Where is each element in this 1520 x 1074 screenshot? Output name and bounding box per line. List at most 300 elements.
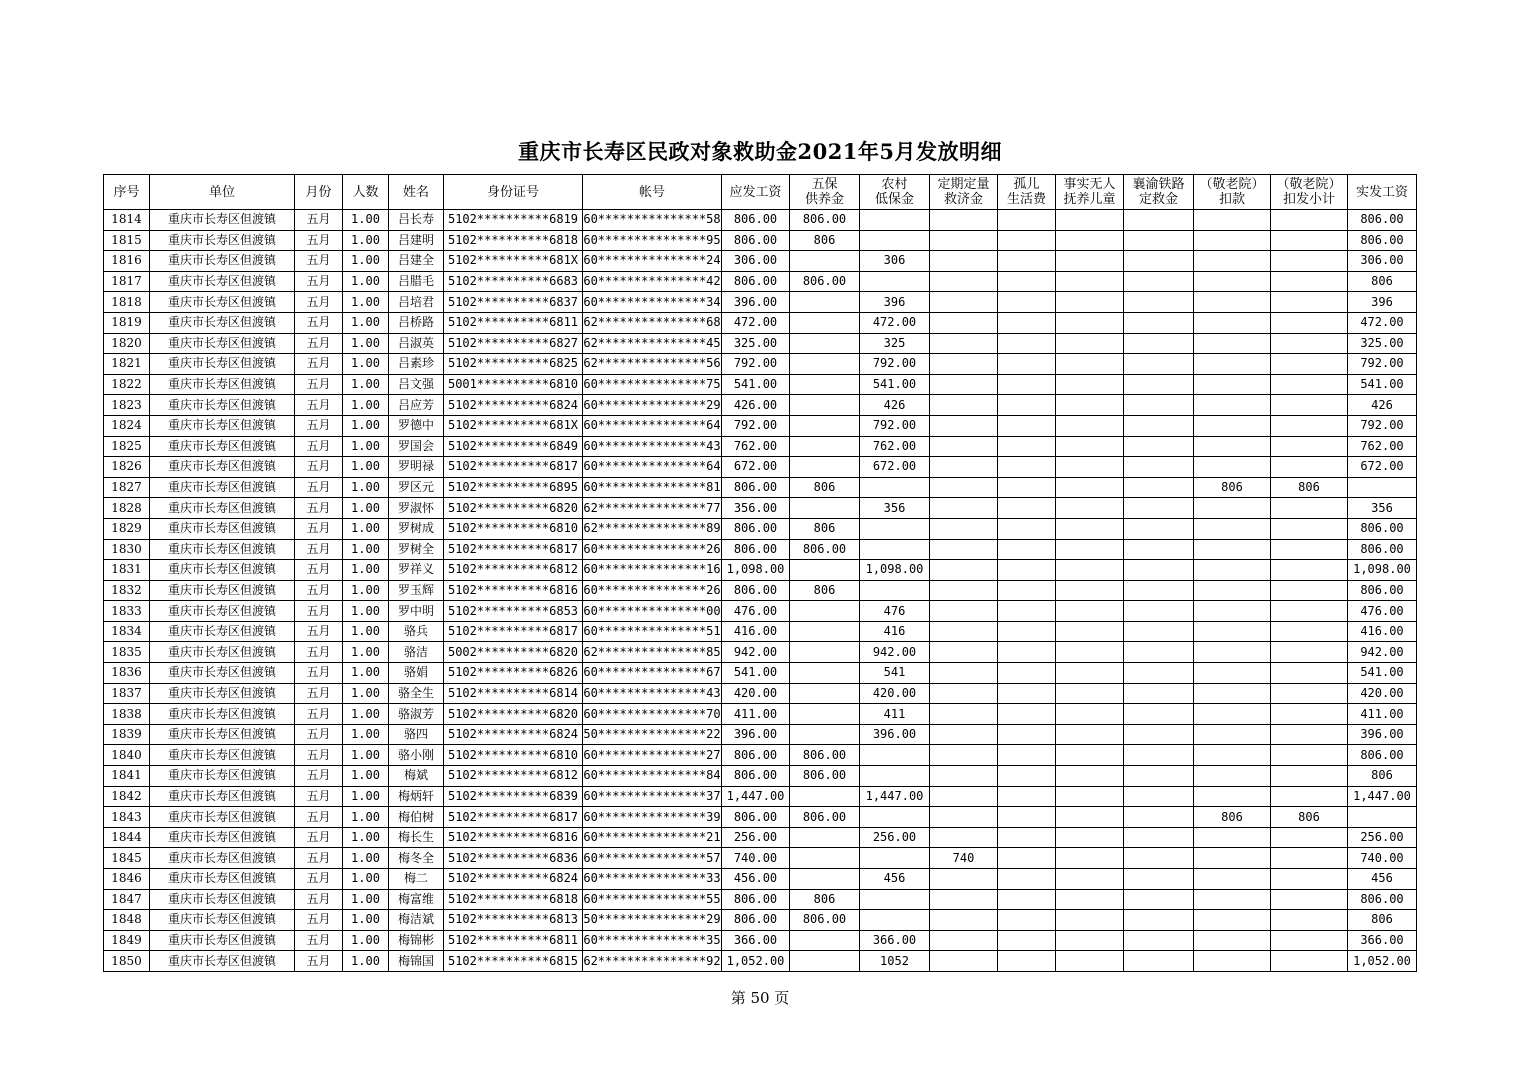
header-col-nursing-deduction: （敬老院） 扣款 bbox=[1194, 175, 1271, 210]
cell-col-railway-relief bbox=[1124, 745, 1194, 766]
cell-col-unit: 重庆市长寿区但渡镇 bbox=[150, 560, 295, 581]
cell-col-unsupported-children bbox=[1056, 807, 1124, 828]
cell-col-nursing-subtotal bbox=[1271, 560, 1348, 581]
cell-col-index: 1816 bbox=[104, 251, 150, 272]
cell-col-unit: 重庆市长寿区但渡镇 bbox=[150, 230, 295, 251]
cell-col-index: 1847 bbox=[104, 889, 150, 910]
cell-col-count: 1.00 bbox=[343, 745, 389, 766]
cell-col-rural-subsistence bbox=[860, 580, 930, 601]
cell-col-actual-paid: 476.00 bbox=[1348, 601, 1417, 622]
cell-col-payable: 806.00 bbox=[722, 539, 790, 560]
cell-col-index: 1818 bbox=[104, 292, 150, 313]
cell-col-five-guarantee bbox=[790, 930, 860, 951]
cell-col-count: 1.00 bbox=[343, 807, 389, 828]
cell-col-nursing-subtotal bbox=[1271, 786, 1348, 807]
cell-col-count: 1.00 bbox=[343, 539, 389, 560]
cell-col-actual-paid: 396 bbox=[1348, 292, 1417, 313]
cell-col-unsupported-children bbox=[1056, 498, 1124, 519]
cell-col-railway-relief bbox=[1124, 869, 1194, 890]
cell-col-count: 1.00 bbox=[343, 601, 389, 622]
cell-col-nursing-deduction bbox=[1194, 539, 1271, 560]
cell-col-month: 五月 bbox=[295, 827, 343, 848]
cell-col-regular-relief bbox=[930, 251, 998, 272]
cell-col-month: 五月 bbox=[295, 251, 343, 272]
cell-col-nursing-deduction bbox=[1194, 518, 1271, 539]
cell-col-unit: 重庆市长寿区但渡镇 bbox=[150, 518, 295, 539]
cell-col-regular-relief bbox=[930, 292, 998, 313]
cell-col-nursing-deduction bbox=[1194, 683, 1271, 704]
cell-col-regular-relief bbox=[930, 951, 998, 972]
cell-col-nursing-deduction: 806 bbox=[1194, 477, 1271, 498]
header-col-account: 帐号 bbox=[583, 175, 722, 210]
cell-col-id-number: 5102**********6811 bbox=[444, 930, 583, 951]
cell-col-id-number: 5102**********681X bbox=[444, 415, 583, 436]
cell-col-nursing-subtotal bbox=[1271, 910, 1348, 931]
cell-col-actual-paid: 792.00 bbox=[1348, 415, 1417, 436]
header-col-payable: 应发工资 bbox=[722, 175, 790, 210]
cell-col-payable: 806.00 bbox=[722, 910, 790, 931]
cell-col-orphan-living bbox=[998, 621, 1056, 642]
cell-col-nursing-subtotal bbox=[1271, 436, 1348, 457]
cell-col-index: 1842 bbox=[104, 786, 150, 807]
table-row bbox=[104, 477, 1417, 498]
cell-col-unit: 重庆市长寿区但渡镇 bbox=[150, 663, 295, 684]
cell-col-regular-relief bbox=[930, 724, 998, 745]
cell-col-count: 1.00 bbox=[343, 498, 389, 519]
cell-col-regular-relief bbox=[930, 663, 998, 684]
table-row bbox=[104, 395, 1417, 416]
cell-col-unsupported-children bbox=[1056, 704, 1124, 725]
cell-col-actual-paid: 806.00 bbox=[1348, 210, 1417, 231]
table-row bbox=[104, 745, 1417, 766]
cell-col-unit: 重庆市长寿区但渡镇 bbox=[150, 930, 295, 951]
cell-col-five-guarantee: 806.00 bbox=[790, 766, 860, 787]
header-col-railway-relief: 襄渝铁路 定救金 bbox=[1124, 175, 1194, 210]
cell-col-railway-relief bbox=[1124, 230, 1194, 251]
cell-col-month: 五月 bbox=[295, 724, 343, 745]
cell-col-railway-relief bbox=[1124, 457, 1194, 478]
cell-col-orphan-living bbox=[998, 930, 1056, 951]
cell-col-orphan-living bbox=[998, 333, 1056, 354]
cell-col-unit: 重庆市长寿区但渡镇 bbox=[150, 395, 295, 416]
cell-col-regular-relief bbox=[930, 560, 998, 581]
cell-col-month: 五月 bbox=[295, 518, 343, 539]
cell-col-month: 五月 bbox=[295, 271, 343, 292]
cell-col-account: 60***************29 bbox=[583, 395, 722, 416]
cell-col-unsupported-children bbox=[1056, 457, 1124, 478]
cell-col-nursing-deduction bbox=[1194, 457, 1271, 478]
cell-col-account: 50***************29 bbox=[583, 910, 722, 931]
cell-col-account: 60***************27 bbox=[583, 745, 722, 766]
table-header bbox=[104, 175, 1417, 210]
cell-col-unit: 重庆市长寿区但渡镇 bbox=[150, 580, 295, 601]
cell-col-rural-subsistence: 792.00 bbox=[860, 415, 930, 436]
cell-col-id-number: 5102**********6817 bbox=[444, 621, 583, 642]
cell-col-name: 吕素珍 bbox=[389, 354, 444, 375]
cell-col-unit: 重庆市长寿区但渡镇 bbox=[150, 745, 295, 766]
cell-col-name: 梅富维 bbox=[389, 889, 444, 910]
cell-col-orphan-living bbox=[998, 354, 1056, 375]
cell-col-name: 罗树成 bbox=[389, 518, 444, 539]
cell-col-id-number: 5102**********6813 bbox=[444, 910, 583, 931]
cell-col-index: 1844 bbox=[104, 827, 150, 848]
cell-col-payable: 456.00 bbox=[722, 869, 790, 890]
cell-col-regular-relief bbox=[930, 518, 998, 539]
cell-col-nursing-subtotal bbox=[1271, 457, 1348, 478]
cell-col-index: 1825 bbox=[104, 436, 150, 457]
cell-col-five-guarantee bbox=[790, 683, 860, 704]
cell-col-five-guarantee bbox=[790, 498, 860, 519]
cell-col-month: 五月 bbox=[295, 786, 343, 807]
table-row bbox=[104, 230, 1417, 251]
cell-col-month: 五月 bbox=[295, 745, 343, 766]
table-row bbox=[104, 621, 1417, 642]
cell-col-id-number: 5102**********6824 bbox=[444, 724, 583, 745]
cell-col-payable: 306.00 bbox=[722, 251, 790, 272]
cell-col-unsupported-children bbox=[1056, 601, 1124, 622]
cell-col-regular-relief bbox=[930, 539, 998, 560]
cell-col-account: 60***************84 bbox=[583, 766, 722, 787]
cell-col-nursing-subtotal bbox=[1271, 642, 1348, 663]
cell-col-unsupported-children bbox=[1056, 251, 1124, 272]
cell-col-name: 骆兵 bbox=[389, 621, 444, 642]
cell-col-payable: 411.00 bbox=[722, 704, 790, 725]
cell-col-nursing-deduction bbox=[1194, 230, 1271, 251]
cell-col-month: 五月 bbox=[295, 869, 343, 890]
cell-col-nursing-subtotal bbox=[1271, 415, 1348, 436]
cell-col-index: 1838 bbox=[104, 704, 150, 725]
cell-col-five-guarantee: 806.00 bbox=[790, 910, 860, 931]
cell-col-id-number: 5102**********6827 bbox=[444, 333, 583, 354]
cell-col-railway-relief bbox=[1124, 354, 1194, 375]
table-row bbox=[104, 436, 1417, 457]
cell-col-index: 1821 bbox=[104, 354, 150, 375]
table-row bbox=[104, 663, 1417, 684]
cell-col-count: 1.00 bbox=[343, 642, 389, 663]
cell-col-unsupported-children bbox=[1056, 827, 1124, 848]
cell-col-unit: 重庆市长寿区但渡镇 bbox=[150, 477, 295, 498]
cell-col-five-guarantee bbox=[790, 560, 860, 581]
cell-col-regular-relief bbox=[930, 477, 998, 498]
cell-col-id-number: 5001**********6810 bbox=[444, 374, 583, 395]
cell-col-unit: 重庆市长寿区但渡镇 bbox=[150, 354, 295, 375]
header-col-orphan-living: 孤儿 生活费 bbox=[998, 175, 1056, 210]
cell-col-month: 五月 bbox=[295, 601, 343, 622]
cell-col-rural-subsistence bbox=[860, 539, 930, 560]
cell-col-nursing-deduction bbox=[1194, 210, 1271, 231]
cell-col-rural-subsistence bbox=[860, 889, 930, 910]
cell-col-payable: 420.00 bbox=[722, 683, 790, 704]
cell-col-railway-relief bbox=[1124, 518, 1194, 539]
cell-col-regular-relief bbox=[930, 374, 998, 395]
cell-col-index: 1815 bbox=[104, 230, 150, 251]
cell-col-unit: 重庆市长寿区但渡镇 bbox=[150, 539, 295, 560]
table-row bbox=[104, 312, 1417, 333]
cell-col-count: 1.00 bbox=[343, 395, 389, 416]
cell-col-nursing-deduction bbox=[1194, 951, 1271, 972]
cell-col-unit: 重庆市长寿区但渡镇 bbox=[150, 498, 295, 519]
cell-col-railway-relief bbox=[1124, 704, 1194, 725]
cell-col-regular-relief bbox=[930, 704, 998, 725]
cell-col-nursing-deduction bbox=[1194, 601, 1271, 622]
cell-col-id-number: 5102**********6837 bbox=[444, 292, 583, 313]
cell-col-index: 1846 bbox=[104, 869, 150, 890]
cell-col-account: 60***************64 bbox=[583, 415, 722, 436]
cell-col-payable: 806.00 bbox=[722, 580, 790, 601]
cell-col-id-number: 5002**********6820 bbox=[444, 642, 583, 663]
cell-col-rural-subsistence: 325 bbox=[860, 333, 930, 354]
cell-col-account: 60***************34 bbox=[583, 292, 722, 313]
cell-col-railway-relief bbox=[1124, 786, 1194, 807]
cell-col-unsupported-children bbox=[1056, 415, 1124, 436]
cell-col-unsupported-children bbox=[1056, 518, 1124, 539]
cell-col-payable: 396.00 bbox=[722, 724, 790, 745]
cell-col-five-guarantee bbox=[790, 374, 860, 395]
cell-col-nursing-subtotal bbox=[1271, 663, 1348, 684]
cell-col-payable: 762.00 bbox=[722, 436, 790, 457]
cell-col-orphan-living bbox=[998, 642, 1056, 663]
cell-col-railway-relief bbox=[1124, 415, 1194, 436]
cell-col-unsupported-children bbox=[1056, 930, 1124, 951]
cell-col-count: 1.00 bbox=[343, 312, 389, 333]
cell-col-orphan-living bbox=[998, 498, 1056, 519]
cell-col-actual-paid: 456 bbox=[1348, 869, 1417, 890]
cell-col-five-guarantee bbox=[790, 827, 860, 848]
cell-col-payable: 541.00 bbox=[722, 663, 790, 684]
cell-col-nursing-subtotal bbox=[1271, 601, 1348, 622]
table-row bbox=[104, 518, 1417, 539]
cell-col-five-guarantee bbox=[790, 621, 860, 642]
cell-col-account: 60***************37 bbox=[583, 786, 722, 807]
cell-col-rural-subsistence bbox=[860, 271, 930, 292]
header-col-five-guarantee: 五保 供养金 bbox=[790, 175, 860, 210]
cell-col-account: 60***************55 bbox=[583, 889, 722, 910]
cell-col-unsupported-children bbox=[1056, 374, 1124, 395]
cell-col-railway-relief bbox=[1124, 889, 1194, 910]
cell-col-orphan-living bbox=[998, 869, 1056, 890]
cell-col-nursing-deduction bbox=[1194, 621, 1271, 642]
cell-col-five-guarantee bbox=[790, 724, 860, 745]
header-col-nursing-subtotal: （敬老院） 扣发小计 bbox=[1271, 175, 1348, 210]
cell-col-name: 梅斌 bbox=[389, 766, 444, 787]
cell-col-nursing-deduction bbox=[1194, 580, 1271, 601]
cell-col-unit: 重庆市长寿区但渡镇 bbox=[150, 848, 295, 869]
cell-col-payable: 792.00 bbox=[722, 354, 790, 375]
cell-col-count: 1.00 bbox=[343, 889, 389, 910]
cell-col-five-guarantee bbox=[790, 642, 860, 663]
cell-col-month: 五月 bbox=[295, 663, 343, 684]
cell-col-index: 1834 bbox=[104, 621, 150, 642]
cell-col-unit: 重庆市长寿区但渡镇 bbox=[150, 292, 295, 313]
cell-col-orphan-living bbox=[998, 910, 1056, 931]
cell-col-actual-paid: 1,052.00 bbox=[1348, 951, 1417, 972]
cell-col-id-number: 5102**********6816 bbox=[444, 827, 583, 848]
cell-col-count: 1.00 bbox=[343, 374, 389, 395]
cell-col-orphan-living bbox=[998, 230, 1056, 251]
cell-col-railway-relief bbox=[1124, 560, 1194, 581]
cell-col-railway-relief bbox=[1124, 539, 1194, 560]
cell-col-rural-subsistence bbox=[860, 766, 930, 787]
cell-col-railway-relief bbox=[1124, 271, 1194, 292]
cell-col-railway-relief bbox=[1124, 663, 1194, 684]
cell-col-railway-relief bbox=[1124, 312, 1194, 333]
table-row bbox=[104, 786, 1417, 807]
cell-col-unit: 重庆市长寿区但渡镇 bbox=[150, 683, 295, 704]
cell-col-railway-relief bbox=[1124, 601, 1194, 622]
cell-col-month: 五月 bbox=[295, 930, 343, 951]
cell-col-payable: 366.00 bbox=[722, 930, 790, 951]
cell-col-payable: 806.00 bbox=[722, 271, 790, 292]
cell-col-name: 梅洁斌 bbox=[389, 910, 444, 931]
cell-col-actual-paid: 396.00 bbox=[1348, 724, 1417, 745]
cell-col-id-number: 5102**********6849 bbox=[444, 436, 583, 457]
cell-col-railway-relief bbox=[1124, 580, 1194, 601]
cell-col-five-guarantee bbox=[790, 663, 860, 684]
cell-col-regular-relief bbox=[930, 210, 998, 231]
cell-col-nursing-subtotal bbox=[1271, 951, 1348, 972]
cell-col-account: 60***************81 bbox=[583, 477, 722, 498]
cell-col-actual-paid: 792.00 bbox=[1348, 354, 1417, 375]
cell-col-rural-subsistence: 1,447.00 bbox=[860, 786, 930, 807]
cell-col-month: 五月 bbox=[295, 374, 343, 395]
cell-col-count: 1.00 bbox=[343, 930, 389, 951]
cell-col-railway-relief bbox=[1124, 498, 1194, 519]
table-row bbox=[104, 930, 1417, 951]
cell-col-id-number: 5102**********6810 bbox=[444, 745, 583, 766]
cell-col-nursing-subtotal: 806 bbox=[1271, 477, 1348, 498]
cell-col-unit: 重庆市长寿区但渡镇 bbox=[150, 415, 295, 436]
cell-col-payable: 256.00 bbox=[722, 827, 790, 848]
cell-col-payable: 1,052.00 bbox=[722, 951, 790, 972]
cell-col-unsupported-children bbox=[1056, 436, 1124, 457]
cell-col-nursing-deduction bbox=[1194, 354, 1271, 375]
cell-col-payable: 806.00 bbox=[722, 477, 790, 498]
cell-col-actual-paid: 411.00 bbox=[1348, 704, 1417, 725]
cell-col-regular-relief bbox=[930, 869, 998, 890]
cell-col-regular-relief bbox=[930, 827, 998, 848]
cell-col-name: 罗祥义 bbox=[389, 560, 444, 581]
cell-col-payable: 792.00 bbox=[722, 415, 790, 436]
cell-col-name: 梅长生 bbox=[389, 827, 444, 848]
cell-col-count: 1.00 bbox=[343, 210, 389, 231]
cell-col-payable: 806.00 bbox=[722, 745, 790, 766]
table-row bbox=[104, 539, 1417, 560]
page-number: 第 50 页 bbox=[730, 989, 790, 1007]
cell-col-account: 62***************68 bbox=[583, 312, 722, 333]
cell-col-actual-paid: 672.00 bbox=[1348, 457, 1417, 478]
cell-col-name: 骆小刚 bbox=[389, 745, 444, 766]
cell-col-month: 五月 bbox=[295, 498, 343, 519]
table-row bbox=[104, 210, 1417, 231]
cell-col-unsupported-children bbox=[1056, 745, 1124, 766]
cell-col-index: 1822 bbox=[104, 374, 150, 395]
cell-col-nursing-subtotal bbox=[1271, 230, 1348, 251]
cell-col-unsupported-children bbox=[1056, 477, 1124, 498]
cell-col-count: 1.00 bbox=[343, 415, 389, 436]
cell-col-name: 吕建明 bbox=[389, 230, 444, 251]
cell-col-five-guarantee bbox=[790, 312, 860, 333]
table-row bbox=[104, 333, 1417, 354]
cell-col-rural-subsistence bbox=[860, 210, 930, 231]
cell-col-month: 五月 bbox=[295, 910, 343, 931]
cell-col-count: 1.00 bbox=[343, 848, 389, 869]
cell-col-account: 50***************22 bbox=[583, 724, 722, 745]
cell-col-id-number: 5102**********6817 bbox=[444, 807, 583, 828]
cell-col-id-number: 5102**********6811 bbox=[444, 312, 583, 333]
cell-col-unsupported-children bbox=[1056, 539, 1124, 560]
cell-col-nursing-deduction bbox=[1194, 910, 1271, 931]
cell-col-payable: 672.00 bbox=[722, 457, 790, 478]
cell-col-payable: 806.00 bbox=[722, 518, 790, 539]
cell-col-rural-subsistence: 472.00 bbox=[860, 312, 930, 333]
cell-col-rural-subsistence: 366.00 bbox=[860, 930, 930, 951]
cell-col-railway-relief bbox=[1124, 436, 1194, 457]
cell-col-five-guarantee: 806.00 bbox=[790, 539, 860, 560]
table-row bbox=[104, 292, 1417, 313]
cell-col-id-number: 5102**********6812 bbox=[444, 560, 583, 581]
cell-col-rural-subsistence: 762.00 bbox=[860, 436, 930, 457]
document-title: 重庆市长寿区民政对象救助金2021年5月发放明细 bbox=[517, 139, 1003, 164]
cell-col-count: 1.00 bbox=[343, 271, 389, 292]
cell-col-nursing-subtotal: 806 bbox=[1271, 807, 1348, 828]
cell-col-month: 五月 bbox=[295, 354, 343, 375]
cell-col-nursing-deduction bbox=[1194, 395, 1271, 416]
cell-col-rural-subsistence: 541.00 bbox=[860, 374, 930, 395]
cell-col-rural-subsistence: 942.00 bbox=[860, 642, 930, 663]
cell-col-count: 1.00 bbox=[343, 621, 389, 642]
cell-col-actual-paid: 541.00 bbox=[1348, 663, 1417, 684]
cell-col-count: 1.00 bbox=[343, 251, 389, 272]
cell-col-orphan-living bbox=[998, 683, 1056, 704]
cell-col-five-guarantee bbox=[790, 333, 860, 354]
cell-col-actual-paid: 541.00 bbox=[1348, 374, 1417, 395]
cell-col-month: 五月 bbox=[295, 621, 343, 642]
cell-col-count: 1.00 bbox=[343, 477, 389, 498]
cell-col-count: 1.00 bbox=[343, 580, 389, 601]
cell-col-id-number: 5102**********6812 bbox=[444, 766, 583, 787]
header-col-month: 月份 bbox=[295, 175, 343, 210]
cell-col-rural-subsistence bbox=[860, 518, 930, 539]
cell-col-month: 五月 bbox=[295, 230, 343, 251]
table-row bbox=[104, 354, 1417, 375]
cell-col-nursing-deduction bbox=[1194, 930, 1271, 951]
cell-col-five-guarantee: 806 bbox=[790, 889, 860, 910]
cell-col-unsupported-children bbox=[1056, 580, 1124, 601]
cell-col-account: 60***************26 bbox=[583, 539, 722, 560]
cell-col-payable: 1,098.00 bbox=[722, 560, 790, 581]
cell-col-nursing-subtotal bbox=[1271, 374, 1348, 395]
cell-col-index: 1840 bbox=[104, 745, 150, 766]
table-row bbox=[104, 560, 1417, 581]
cell-col-index: 1814 bbox=[104, 210, 150, 231]
cell-col-rural-subsistence bbox=[860, 807, 930, 828]
cell-col-account: 62***************45 bbox=[583, 333, 722, 354]
cell-col-railway-relief bbox=[1124, 951, 1194, 972]
table-row bbox=[104, 683, 1417, 704]
cell-col-regular-relief bbox=[930, 601, 998, 622]
cell-col-nursing-deduction bbox=[1194, 889, 1271, 910]
cell-col-railway-relief bbox=[1124, 642, 1194, 663]
cell-col-payable: 416.00 bbox=[722, 621, 790, 642]
cell-col-unit: 重庆市长寿区但渡镇 bbox=[150, 333, 295, 354]
cell-col-orphan-living bbox=[998, 374, 1056, 395]
cell-col-nursing-subtotal bbox=[1271, 621, 1348, 642]
table-row bbox=[104, 827, 1417, 848]
cell-col-payable: 942.00 bbox=[722, 642, 790, 663]
cell-col-actual-paid: 1,447.00 bbox=[1348, 786, 1417, 807]
cell-col-index: 1841 bbox=[104, 766, 150, 787]
cell-col-orphan-living bbox=[998, 292, 1056, 313]
